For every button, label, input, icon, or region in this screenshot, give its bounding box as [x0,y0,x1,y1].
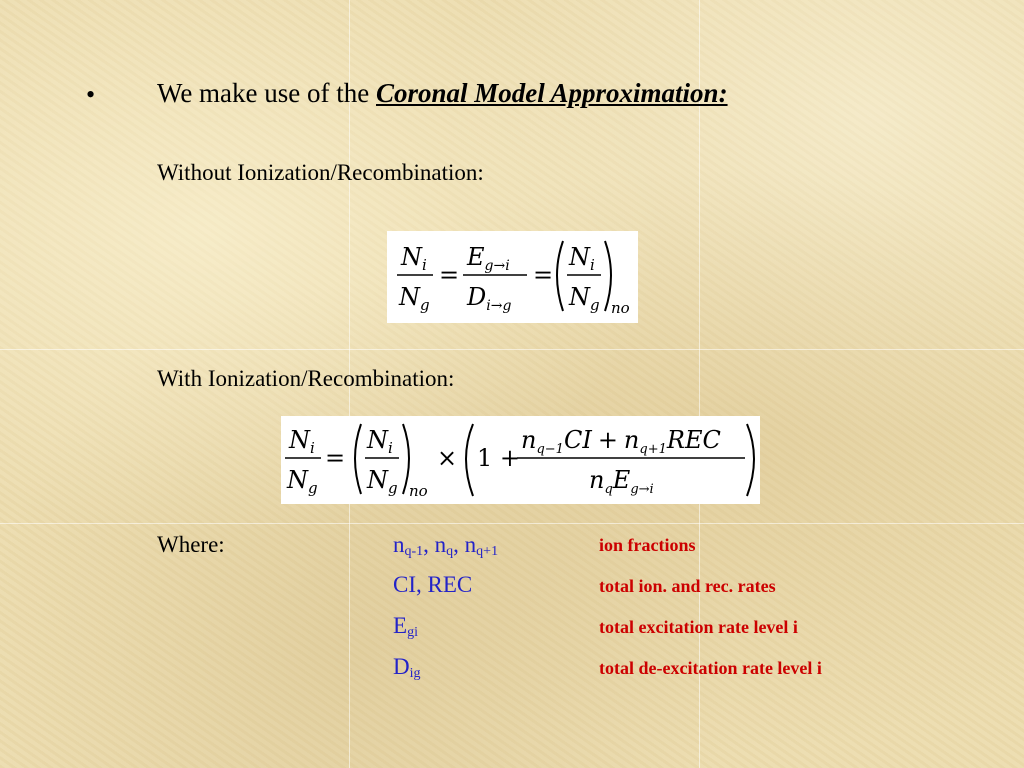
eq2-num-n2-sub: q+1 [639,442,667,457]
symbol-dig [393,654,421,682]
eq2-ng: N [287,466,308,494]
svg-text:Ng [366,466,398,497]
desc-ci-rec: total ion. and rec. rates [599,576,776,596]
eq2-times: × [437,444,458,472]
equation-1-svg [387,231,638,323]
eq1-ni: N [401,243,422,271]
equation-without-ionization [387,231,638,323]
tile-seam [699,0,700,768]
svg-text:Ng [568,283,600,314]
section-label-without: Without Ionization/Recombination: [157,160,484,185]
svg-text:Ni [400,243,427,274]
symbol-sub: ig [409,666,421,681]
eq1-e-sub: g→i [484,258,510,274]
eq1-ni-sub-2: i [590,256,595,274]
eq2-num-n2: n [623,426,640,454]
eq2-no-sub: no [409,482,428,500]
eq2-ni-sub-2: i [388,439,393,457]
headline-prefix: We make use of the [157,78,376,108]
eq2-ni-2: N [367,426,388,454]
eq2-ng-sub: g [308,479,318,497]
eq2-num-n1-sub: q−1 [536,442,564,457]
eq2-ng-2: N [367,466,388,494]
eq1-d-sub: i→g [486,298,512,314]
symbol-ci-rec: CI, REC [393,572,473,597]
eq2-ni: N [289,426,310,454]
svg-text:nq−1CI+nq+1REC [521,426,721,457]
symbol-n: n [434,532,447,557]
headline [157,78,728,109]
symbol-ion-fractions [393,532,498,560]
symbol-sub: gi [407,625,418,640]
where-label: Where: [157,532,225,557]
desc-ion-fractions: ion fractions [599,535,696,555]
eq1-ng-2: N [569,283,590,311]
svg-text:Ni [568,243,595,274]
svg-text:Di→g [466,283,511,314]
symbol-n: n [464,532,477,557]
eq1-ni-2: N [569,243,590,271]
eq2-den-n: n [589,466,605,494]
symbol-main: E [393,613,408,638]
eq2-num-n1: n [521,426,537,454]
symbol-egi [393,613,418,641]
svg-text:Eg→i [466,243,510,274]
tile-seam [0,349,1024,350]
equation-with-ionization [281,416,760,504]
eq1-d: D [467,283,487,311]
svg-text:Ng [286,466,318,497]
eq2-den-e-sub: g→i [630,482,654,497]
desc-dig: total de-excitation rate level i [599,658,822,678]
headline-emphasis: Coronal Model Approximation: [376,78,728,108]
eq1-equals-1: = [439,261,460,289]
eq1-ng: N [399,283,420,311]
tile-seam [0,523,1024,524]
eq2-one-plus: 1 + [477,444,521,472]
eq1-ni-sub: i [422,256,427,274]
svg-text:Ni [366,426,393,457]
symbol-n: n [393,532,405,557]
eq2-equals: = [325,444,346,472]
svg-text:Ni [288,426,315,457]
svg-text:nqEg→i [589,466,654,497]
eq1-ng-sub-2: g [590,296,600,314]
symbol-sub: q+1 [476,544,499,559]
eq1-e: E [467,243,485,271]
symbol-sep: , [423,532,435,557]
eq2-plus: + [597,426,618,454]
svg-text:Ng [398,283,430,314]
eq2-den-n-sub: q [604,482,613,497]
eq2-num-rec: REC [666,426,721,454]
eq2-num-ci: CI [563,426,592,454]
eq2-ng-sub-2: g [388,479,398,497]
bullet-marker: • [86,80,96,109]
eq1-no-sub: no [611,299,630,317]
section-label-with: With Ionization/Recombination: [157,366,455,391]
symbol-main: D [393,654,410,679]
eq1-equals-2: = [533,261,554,289]
equation-2-svg [281,416,760,504]
desc-egi: total excitation rate level i [599,617,798,637]
symbol-sep: , [453,532,465,557]
eq1-ng-sub: g [420,296,430,314]
eq2-ni-sub: i [310,439,315,457]
symbol-sub: q-1 [404,544,424,559]
eq2-den-e: E [612,466,631,494]
symbol-sub: q [446,544,454,559]
